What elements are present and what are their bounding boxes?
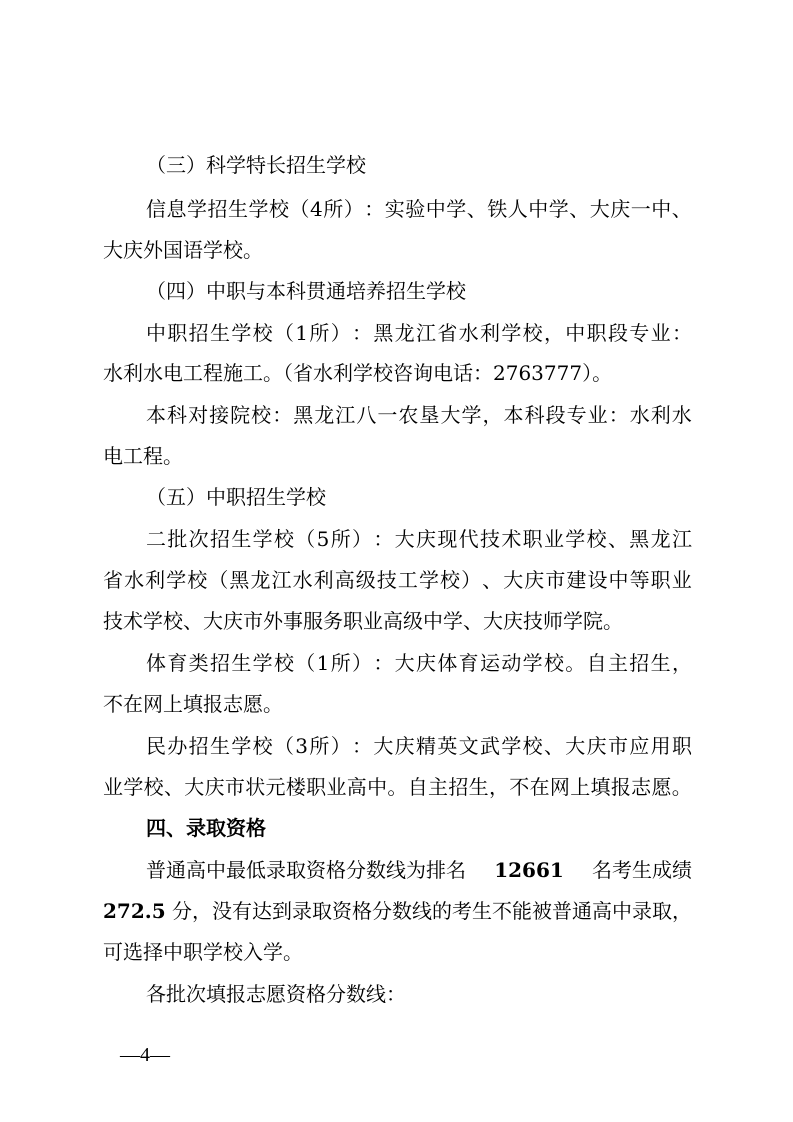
- paragraph-zhongzhi-line1: 中 职 招 生 学 校 （ 1 所 ） ： 黑 龙 江 省 水 利 学 校 ， 中 职 段 专 业 ：: [146, 321, 692, 345]
- score-text-b: 名考生成绩: [592, 858, 692, 882]
- paragraph-batch-lines: 各批次填报志愿资格分数线：: [146, 982, 406, 1006]
- paragraph-sports-line2: 不在网上填报志愿。: [103, 692, 283, 716]
- page-number: —4—: [120, 1044, 170, 1066]
- paragraph-sports-line1: 体 育 类 招 生 学 校 （ 1 所 ） ： 大 庆 体 育 运 动 学 校 。 自 主 招 生 ，: [146, 651, 692, 675]
- paragraph-benke-line1: 本 科 对 接 院 校 ： 黑 龙 江 八 一 农 垦 大 学 ， 本 科 段 专 业 ： 水 利 水: [146, 403, 692, 427]
- paragraph-batch2-line1: 二 批 次 招 生 学 校 （ 5 所 ） ： 大 庆 现 代 技 术 职 业 学 校 、 黑 龙 江: [146, 527, 692, 551]
- heading-zhongzhi-schools: （五）中职招生学校: [146, 485, 326, 509]
- paragraph-score-line3: 可选择中职学校入学。: [103, 940, 303, 964]
- paragraph-private-line1: 民 办 招 生 学 校 （ 3 所 ） ： 大 庆 精 英 文 武 学 校 、 大 庆 市 应 用 职: [146, 734, 692, 758]
- paragraph-zhongzhi-line2: 水利水电工程施工。（省水利学校咨询电话：2763777）。: [103, 361, 613, 385]
- paragraph-score-line2: [103, 898, 692, 924]
- paragraph-info-line2: 大庆外国语学校。: [103, 238, 263, 262]
- score-text-a: 普通高中最低录取资格分数线为排名: [146, 858, 466, 882]
- paragraph-batch2-line2: 省 水 利 学 校 （ 黑 龙 江 水 利 高 级 技 工 学 校 ） 、 大 庆 市 建 设 中 等 职 业: [103, 568, 692, 592]
- paragraph-benke-line2: 电工程。: [103, 444, 183, 468]
- heading-admission-qualification: 四、录取资格: [146, 816, 266, 840]
- paragraph-batch2-line3: 技术学校、大庆市外事服务职业高级中学、大庆技师学院。: [103, 609, 623, 633]
- score-value: 272.5: [103, 899, 166, 923]
- heading-science-specialty: （三）科学特长招生学校: [146, 153, 366, 177]
- paragraph-info-line1: 信 息 学 招 生 学 校 （ 4 所 ） ： 实 验 中 学 、 铁 人 中 学 、 大 庆 一 中 、: [146, 197, 692, 221]
- paragraph-private-line2: 业 学 校 、 大 庆 市 状 元 楼 职 业 高 中 。 自 主 招 生 ， 不 在 网 上 填 报 志 愿 。: [103, 775, 692, 799]
- heading-zhongzhi-benke: （四）中职与本科贯通培养招生学校: [146, 279, 466, 303]
- paragraph-score-line1: [146, 857, 692, 883]
- rank-number: 12661: [494, 858, 564, 882]
- score-text-c: 分，没有达到录取资格分数线的考生不能被普通高中录取，: [172, 899, 692, 923]
